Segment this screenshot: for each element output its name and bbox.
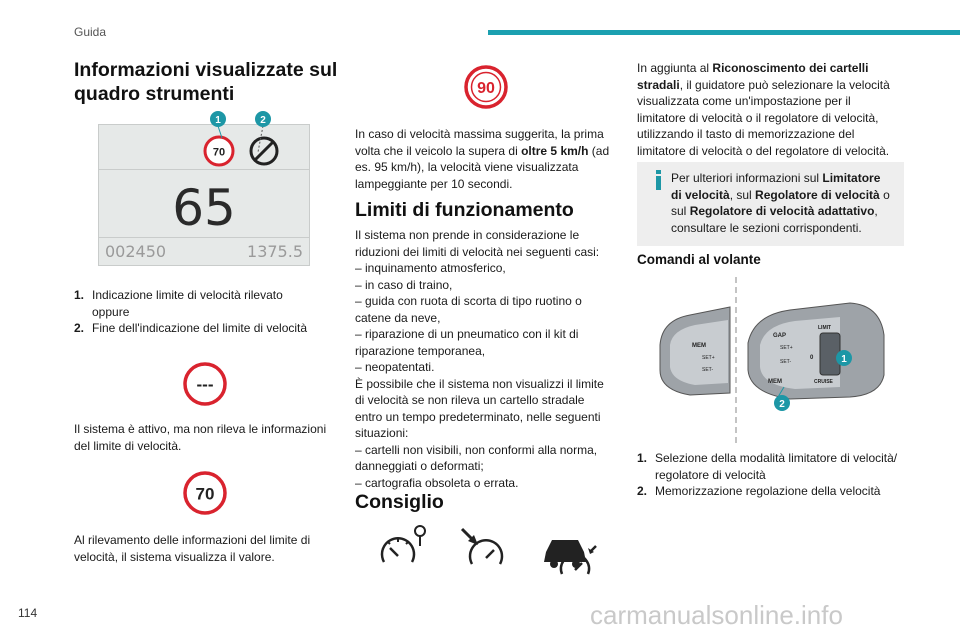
limits-item: – neopatentati. bbox=[355, 360, 435, 374]
page-number: 114 bbox=[18, 606, 38, 620]
list-item: 1. Selezione della modalità limitatore di velocità/ regolatore di velocità bbox=[637, 451, 898, 482]
limit-90-sign-text: 90 bbox=[477, 80, 495, 97]
limits-intro: Il sistema non prende in considerazione le riduzioni dei limiti di velocità nei seguenti casi: bbox=[355, 228, 600, 259]
info-box bbox=[637, 162, 904, 246]
stalk-callout-2: 2 bbox=[779, 399, 785, 410]
steering-stalks-illustration bbox=[650, 275, 910, 445]
controls-legend-list bbox=[637, 450, 905, 500]
limit-90-sign-icon bbox=[461, 62, 511, 112]
no-info-sign-text: --- bbox=[196, 375, 214, 394]
limits-item: – cartelli non visibili, non conformi alla norma, danneggiati o deformati; bbox=[355, 442, 598, 473]
stalk-label-set-plus: SET+ bbox=[702, 355, 715, 361]
info-icon bbox=[649, 170, 669, 192]
list-item: 1. Indicazione limite di velocità rilevato oppure bbox=[74, 288, 283, 319]
cluster-odometer: 002450 bbox=[105, 242, 167, 261]
stalk-label-cruise: CRUISE bbox=[814, 379, 833, 385]
header-accent-bar bbox=[488, 30, 960, 35]
cluster-sign-value: 70 bbox=[212, 146, 226, 159]
limit-70-sign-text: 70 bbox=[195, 484, 215, 504]
para-blinking: In caso di velocità massima suggerita, la prima volta che il veicolo la supera di oltre 5 km/h (ad es. 95 km/h), la velocità viene visualizzata lampeggiante per 10 secondi. bbox=[355, 127, 610, 191]
list-item: 2. Fine dell'indicazione del limite di velocità bbox=[74, 321, 308, 335]
cluster-speed: 65 bbox=[172, 179, 236, 237]
stalk-label-set-minus: SET- bbox=[702, 367, 714, 373]
limits-item: – cartografia obsoleta o errata. bbox=[355, 475, 519, 490]
stalk-label-mem-right: MEM bbox=[768, 379, 782, 385]
stalk-label-limit: LIMIT bbox=[818, 325, 832, 331]
cluster-legend-list bbox=[74, 287, 336, 337]
watermark-text: carmanualsonline.info bbox=[590, 600, 843, 630]
limits-item: – guida con ruota di scorta di tipo ruotino o catene da neve, bbox=[355, 294, 582, 325]
limits-content bbox=[355, 227, 610, 491]
callout-2: 2 bbox=[260, 115, 266, 126]
section-title-limits: Limiti di funzionamento bbox=[355, 199, 574, 221]
stalk-callout-1: 1 bbox=[841, 354, 847, 365]
cluster-trip: 1375.5 bbox=[247, 242, 303, 261]
stalk-label-zero: 0 bbox=[810, 355, 814, 361]
stalk-label-set-plus-right: SET+ bbox=[780, 345, 793, 351]
limits-item: – in caso di traino, bbox=[355, 277, 453, 292]
limit-70-sign-icon bbox=[181, 469, 229, 517]
section-title-advice: Consiglio bbox=[355, 491, 444, 513]
info-text: Per ulteriori informazioni sul Limitatore di velocità, sul Regolatore di velocità o sul Regolatore di velocità adattativo, consultare le sezioni corrispondenti. bbox=[671, 171, 890, 235]
limits-item: – riparazione di un pneumatico con il kit di riparazione temporanea, bbox=[355, 327, 579, 358]
car-speedometer-icon bbox=[540, 530, 602, 576]
stalk-label-mem: MEM bbox=[692, 343, 706, 349]
speedometer-arrow-icon bbox=[460, 526, 510, 572]
stalk-label-set-minus-right: SET- bbox=[780, 359, 792, 365]
cluster-callouts bbox=[200, 108, 280, 152]
para-limit-detected: Al rilevamento delle informazioni del limite di velocità, il sistema visualizza il valore. bbox=[74, 533, 311, 564]
para-memorize: In aggiunta al Riconoscimento dei cartelli stradali, il guidatore può selezionare la velocità visualizzata come un'impostazione per il limitatore di velocità o il regolatore di velocità, utilizzando il tasto di memorizzazione del limitatore di velocità o del regolatore di velocità. bbox=[637, 61, 890, 158]
limits-note: È possibile che il sistema non visualizzi il limite di velocità se non rileva un cartello stradale entro un tempo predeterminato, nelle seguenti situazioni: bbox=[355, 376, 604, 440]
section-title-display-info: Informazioni visualizzate sul quadro strumenti bbox=[74, 59, 338, 105]
para-system-inactive: Il sistema è attivo, ma non rileva le informazioni del limite di velocità. bbox=[74, 422, 327, 453]
speedometer-pin-icon bbox=[378, 524, 428, 572]
section-title-controls: Comandi al volante bbox=[637, 252, 761, 267]
section-label: Guida bbox=[74, 25, 107, 39]
callout-1: 1 bbox=[215, 115, 221, 126]
list-item: 2. Memorizzazione regolazione della velocità bbox=[637, 484, 881, 498]
cluster-bottom-panel bbox=[99, 237, 309, 265]
limits-item: – inquinamento atmosferico, bbox=[355, 261, 506, 275]
stalk-label-gap: GAP bbox=[773, 333, 787, 339]
no-info-sign-icon bbox=[181, 360, 229, 408]
